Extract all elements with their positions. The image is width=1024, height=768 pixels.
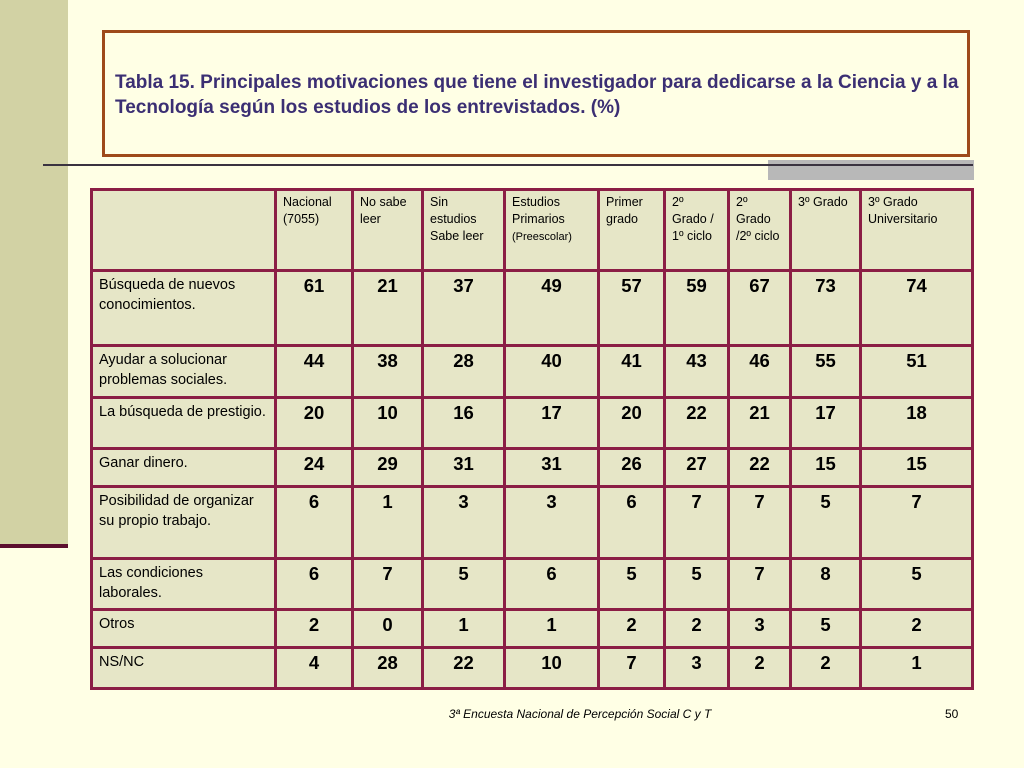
value-cell: 7 xyxy=(729,559,791,610)
value-cell: 7 xyxy=(665,487,729,559)
value-cell: 28 xyxy=(353,648,423,689)
slide-title: Tabla 15. Principales motivaciones que tiene el investigador para dedicarse a la Ciencia y a la Tecnología según los estudios de los entrevistados. (%) xyxy=(115,72,959,118)
col-header: 3º Grado Universitario xyxy=(861,190,973,271)
value-cell: 57 xyxy=(599,271,665,346)
value-cell: 31 xyxy=(505,449,599,487)
footer-source: 3ª Encuesta Nacional de Percepción Social C y T xyxy=(448,707,712,721)
table-row xyxy=(92,648,973,689)
table-row xyxy=(92,346,973,398)
value-cell: 27 xyxy=(665,449,729,487)
left-decor-bar xyxy=(0,0,68,545)
col-header: Primer grado xyxy=(599,190,665,271)
value-cell: 20 xyxy=(276,398,353,449)
value-cell: 46 xyxy=(729,346,791,398)
value-cell: 5 xyxy=(599,559,665,610)
header-rule xyxy=(43,164,973,166)
value-cell: 15 xyxy=(861,449,973,487)
value-cell: 6 xyxy=(276,487,353,559)
value-cell: 17 xyxy=(505,398,599,449)
value-cell: 20 xyxy=(599,398,665,449)
col-header: 2º Grado /2º ciclo xyxy=(729,190,791,271)
title-box xyxy=(102,30,970,157)
value-cell: 2 xyxy=(276,610,353,648)
value-cell: 5 xyxy=(791,487,861,559)
row-label: Las condiciones laborales. xyxy=(92,559,276,610)
value-cell: 38 xyxy=(353,346,423,398)
value-cell: 6 xyxy=(505,559,599,610)
row-label: Otros xyxy=(92,610,276,648)
value-cell: 18 xyxy=(861,398,973,449)
table-row xyxy=(92,487,973,559)
value-cell: 1 xyxy=(505,610,599,648)
row-label: La búsqueda de prestigio. xyxy=(92,398,276,449)
value-cell: 17 xyxy=(791,398,861,449)
value-cell: 1 xyxy=(353,487,423,559)
value-cell: 2 xyxy=(729,648,791,689)
value-cell: 3 xyxy=(729,610,791,648)
col-header-sublabel: (Preescolar) xyxy=(512,231,572,243)
value-cell: 5 xyxy=(423,559,505,610)
value-cell: 61 xyxy=(276,271,353,346)
value-cell: 44 xyxy=(276,346,353,398)
row-label: Ganar dinero. xyxy=(92,449,276,487)
value-cell: 16 xyxy=(423,398,505,449)
table-row xyxy=(92,271,973,346)
value-cell: 55 xyxy=(791,346,861,398)
value-cell: 26 xyxy=(599,449,665,487)
col-header-label: Estudios Primarios xyxy=(512,195,565,226)
col-header: Nacional (7055) xyxy=(276,190,353,271)
value-cell: 5 xyxy=(665,559,729,610)
value-cell: 29 xyxy=(353,449,423,487)
value-cell: 31 xyxy=(423,449,505,487)
row-label: Búsqueda de nuevos conocimientos. xyxy=(92,271,276,346)
value-cell: 8 xyxy=(791,559,861,610)
value-cell: 73 xyxy=(791,271,861,346)
table-row xyxy=(92,559,973,610)
value-cell: 10 xyxy=(505,648,599,689)
value-cell: 3 xyxy=(665,648,729,689)
table-row xyxy=(92,610,973,648)
row-label: NS/NC xyxy=(92,648,276,689)
value-cell: 0 xyxy=(353,610,423,648)
table-row xyxy=(92,449,973,487)
value-cell: 10 xyxy=(353,398,423,449)
table-row xyxy=(92,398,973,449)
value-cell: 40 xyxy=(505,346,599,398)
value-cell: 5 xyxy=(861,559,973,610)
data-table xyxy=(90,188,974,690)
value-cell: 21 xyxy=(729,398,791,449)
value-cell: 5 xyxy=(791,610,861,648)
value-cell: 41 xyxy=(599,346,665,398)
value-cell: 2 xyxy=(599,610,665,648)
header-corner-cell xyxy=(92,190,276,271)
value-cell: 15 xyxy=(791,449,861,487)
value-cell: 59 xyxy=(665,271,729,346)
value-cell: 22 xyxy=(665,398,729,449)
value-cell: 51 xyxy=(861,346,973,398)
value-cell: 37 xyxy=(423,271,505,346)
col-header: No sabe leer xyxy=(353,190,423,271)
value-cell: 49 xyxy=(505,271,599,346)
value-cell: 2 xyxy=(791,648,861,689)
value-cell: 6 xyxy=(276,559,353,610)
col-header: Sin estudios Sabe leer xyxy=(423,190,505,271)
col-header xyxy=(505,190,599,271)
decor-gray-block xyxy=(768,160,974,180)
value-cell: 1 xyxy=(861,648,973,689)
col-header: 3º Grado xyxy=(791,190,861,271)
value-cell: 28 xyxy=(423,346,505,398)
value-cell: 2 xyxy=(665,610,729,648)
value-cell: 7 xyxy=(861,487,973,559)
value-cell: 67 xyxy=(729,271,791,346)
value-cell: 1 xyxy=(423,610,505,648)
value-cell: 3 xyxy=(505,487,599,559)
value-cell: 24 xyxy=(276,449,353,487)
value-cell: 74 xyxy=(861,271,973,346)
row-label: Ayudar a solucionar problemas sociales. xyxy=(92,346,276,398)
value-cell: 21 xyxy=(353,271,423,346)
value-cell: 7 xyxy=(729,487,791,559)
value-cell: 2 xyxy=(861,610,973,648)
value-cell: 7 xyxy=(353,559,423,610)
value-cell: 22 xyxy=(729,449,791,487)
value-cell: 6 xyxy=(599,487,665,559)
row-label: Posibilidad de organizar su propio trabajo. xyxy=(92,487,276,559)
value-cell: 43 xyxy=(665,346,729,398)
value-cell: 7 xyxy=(599,648,665,689)
col-header: 2º Grado / 1º ciclo xyxy=(665,190,729,271)
left-decor-line xyxy=(0,544,68,548)
page-number: 50 xyxy=(945,707,959,721)
value-cell: 22 xyxy=(423,648,505,689)
value-cell: 4 xyxy=(276,648,353,689)
value-cell: 3 xyxy=(423,487,505,559)
header-row xyxy=(92,190,973,271)
